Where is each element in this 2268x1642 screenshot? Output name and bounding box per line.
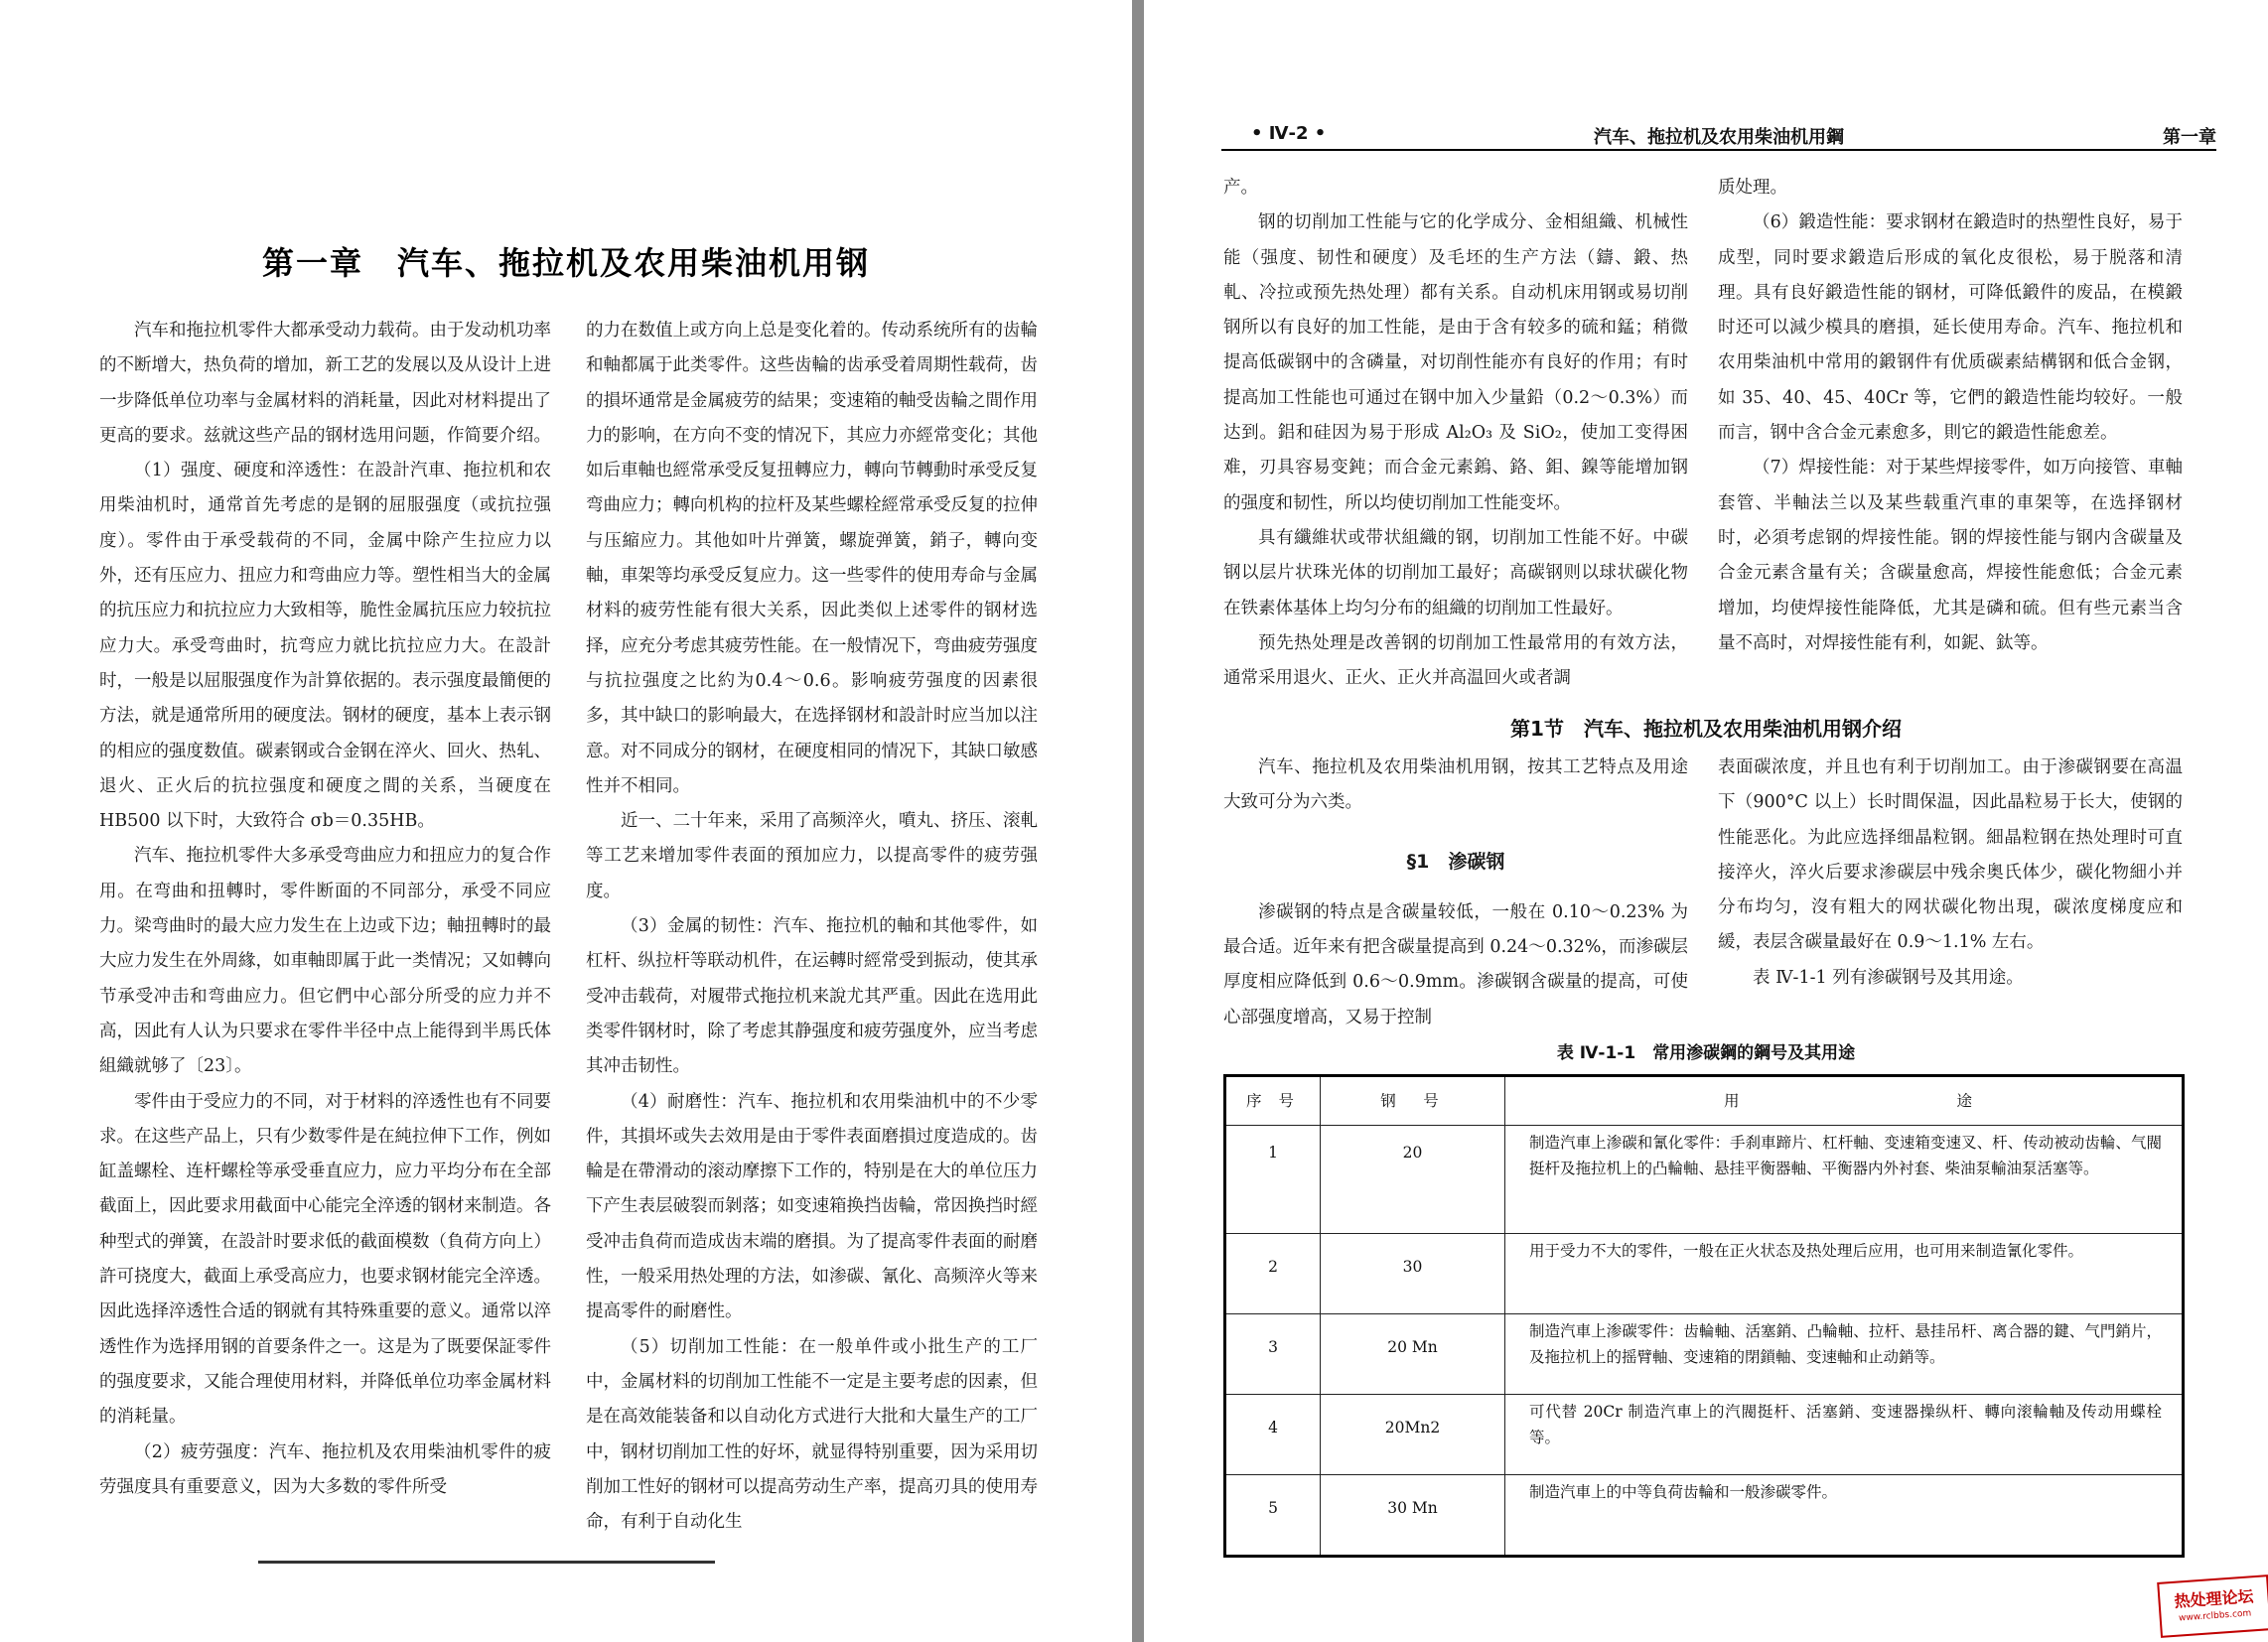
paragraph: 的力在数值上或方向上总是变化着的。传动系统所有的齿輪和軸都属于此类零件。这些齿輪的齿承受着周期性载荷，齿的損坏通常是金属疲劳的結果；变速箱的軸受齿輪之間作用力的影响，在方向不变的情况下，其应力亦經常变化；其他如后車軸也經常承受反复扭轉应力，轉向节轉動时承受反复弯曲应力；轉向机构的拉杆及某些螺栓經常承受反复的拉伸与压縮应力。其他如叶片弹簧，螺旋弹簧，銷子，轉向变軸，車架等均承受反复应力。这一些零件的使用寿命与金属材料的疲劳性能有很大关系，因此类似上述零件的钢材选择，应充分考虑其疲劳性能。在一般情况下，弯曲疲劳强度与抗拉强度之比約为0.4～0.6。影响疲劳强度的因素很多，其中缺口的影响最大，在选择钢材和設計时应当加以注意。对不同成分的钢材，在硬度相同的情况下，其缺口敏感性并不相同。 [586,321,1038,796]
right-column-2 [1718,171,2183,661]
table-cell-no: 4 [1225,1395,1321,1475]
table-cell-grade: 30 [1321,1234,1505,1314]
table-header-cell: 序 号 [1225,1076,1321,1126]
bottom-rule [258,1561,715,1564]
paragraph: （6）鍛造性能：要求钢材在鍛造时的热塑性良好，易于成型，同时要求鍛造后形成的氧化皮很松，易于脱落和清理。具有良好鍛造性能的钢材，可降低鍛件的废品，在模鍛时还可以減少模具的磨損，延长使用寿命。汽车、拖拉机和农用柴油机中常用的鍛钢件有优质碳素結構钢和低合金钢，如 35、40、45、40Cr 等，它們的鍛造性能均较好。一般而言，钢中含合金元素愈多，則它的鍛造性能愈差。 [1718,212,2183,444]
paragraph: （7）焊接性能：对于某些焊接零件，如万向接管、車軸套管、半軸法兰以及某些载重汽車的車架等，在选择钢材时，必須考虑钢的焊接性能。钢的焊接性能与钢内含碳量及合金元素含量有关；含碳量愈高，焊接性能愈低；合金元素增加，均使焊接性能降低，尤其是磷和硫。但有些元素当含量不高时，对焊接性能有利，如鈮、鈦等。 [1718,458,2183,653]
table-row [1225,1475,2184,1557]
watermark-text: 热处理论坛 [2173,1586,2255,1611]
table-cell-use: 用于受力不大的零件，一般在正火状态及热处理后应用，也可用来制造氰化零件。 [1505,1234,2184,1314]
steel-table [1223,1074,2185,1558]
running-chapter: 第一章 [2163,127,2216,148]
table-header-row [1225,1076,2184,1126]
left-column-1 [99,314,551,1505]
sub-heading: §1 渗碳钢 [1406,850,1505,873]
table-header-cell: 用 [1505,1076,1754,1126]
table-header-cell: 钢 号 [1321,1076,1505,1126]
paragraph: 具有纖維状或带状組織的钢，切削加工性能不好。中碳钢以层片状珠光体的切削加工最好；高碳钢则以球状碳化物在铁素体基体上均匀分布的組織的切削加工性最好。 [1223,527,1688,618]
paragraph: （3）金属的韧性：汽车、拖拉机的軸和其他零件，如杠杆、纵拉杆等联动机件，在运轉时經常受到振动，使其承受冲击载荷，对履带式拖拉机来說尤其严重。因此在选用此类零件钢材时，除了考虑其静强度和疲劳强度外，应当考虑其冲击韧性。 [586,916,1038,1077]
left-column-2 [586,314,1038,1540]
table-cell-use: 制造汽車上渗碳零件：齿輪軸、活塞銷、凸輪軸、拉杆、悬挂吊杆、离合器的鍵、气門銷片，及拖拉机上的摇臂軸、变速箱的閉鎖軸、变速軸和止动銷等。 [1505,1314,2184,1395]
paragraph: 汽车、拖拉机及农用柴油机用钢，按其工艺特点及用途大致可分为六类。 [1223,757,1688,813]
right-page [1144,0,2268,1642]
right-column-1 [1223,171,1688,696]
running-header [1221,119,2216,151]
table-row [1225,1395,2184,1475]
paragraph: （1）强度、硬度和淬透性：在設計汽車、拖拉机和农用柴油机时，通常首先考虑的是钢的屈服强度（或抗拉强度）。零件由于承受载荷的不同，金属中除产生拉应力以外，还有压应力、扭应力和弯曲应力等。塑性相当大的金属的抗压应力和抗拉应力大致相等，脆性金属抗压应力较抗拉应力大。承受弯曲时，抗弯应力就比抗拉应力大。在設計时，一般是以屈服强度作为計算依据的。表示强度最簡便的方法，就是通常所用的硬度法。钢材的硬度，基本上表示钢的相应的强度数值。碳素钢或合金钢在淬火、回火、热轧、退火、正火后的抗拉强度和硬度之間的关系，当硬度在 HB500 以下时，大致符合 σb＝0.35HB。 [99,461,551,832]
table-cell-no: 5 [1225,1475,1321,1557]
section-heading: 第1节 汽车、拖拉机及农用柴油机用钢介绍 [1510,717,1902,741]
table-cell-grade: 20 Mn [1321,1314,1505,1395]
table-cell-grade: 20Mn2 [1321,1395,1505,1475]
table-cell-use: 可代替 20Cr 制造汽車上的汽閥挺杆、活塞銷、变速器操纵杆、轉向滚輪軸及传动用蝶栓等。 [1505,1395,2184,1475]
paragraph: 钢的切削加工性能与它的化学成分、金相組織、机械性能（强度、韧性和硬度）及毛坯的生产方法（鑄、鍛、热軋、冷拉或预先热处理）都有关系。自动机床用钢或易切削钢所以有良好的加工性能，是由于含有较多的硫和錳；稍微提高低碳钢中的含磷量，对切削性能亦有良好的作用；有时提高加工性能也可通过在钢中加入少量鉛（0.2～0.3%）而达到。鋁和硅因为易于形成 Al₂O₃ 及 SiO₂，使加工变得困难，刃具容易变鈍；而合金元素鎢、鉻、鉬、鎳等能增加钢的强度和韧性，所以均使切削加工性能变坏。 [1223,212,1688,513]
paragraph: 渗碳钢的特点是含碳量较低，一般在 0.10～0.23% 为最合适。近年来有把含碳量提高到 0.24～0.32%，而渗碳层厚度相应降低到 0.6～0.9mm。渗碳钢含碳量的提高，可使心部强度增高，又易于控制 [1223,901,1688,1027]
paragraph: 预先热处理是改善钢的切削加工性最常用的有效方法，通常采用退火、正火、正火并高温回火或者調 [1223,632,1688,689]
table-caption: 表 Ⅳ-1-1 常用渗碳鋼的鋼号及其用途 [1556,1043,1856,1063]
table-row [1225,1314,2184,1395]
table-cell-grade: 30 Mn [1321,1475,1505,1557]
watermark-url: www.rclbbs.com [2178,1608,2252,1624]
table-cell-no: 2 [1225,1234,1321,1314]
left-page [0,0,1132,1642]
paragraph: 近一、二十年来，采用了高频淬火，噴丸、挤压、滚軋等工艺来增加零件表面的預加应力，以提高零件的疲劳强度。 [586,811,1038,901]
paragraph: （4）耐磨性：汽车、拖拉机和农用柴油机中的不少零件，其損坏或失去效用是由于零件表面磨損过度造成的。齿輪是在帶滑动的滚动摩擦下工作的，特别是在大的单位压力下产生表层破裂而剝落；如变速箱换挡齿輪，常因换挡时經受冲击負荷而造成齿末端的磨損。为了提高零件表面的耐磨性，一般采用热处理的方法，如渗碳、氰化、高频淬火等来提高零件的耐磨性。 [586,1091,1038,1322]
running-title: 汽车、拖拉机及农用柴油机用鋼 [1594,127,1844,148]
forum-watermark-stamp [2157,1574,2268,1638]
paragraph: 表 Ⅳ-1-1 列有渗碳钢号及其用途。 [1753,967,2024,988]
paragraph: 表面碳浓度，并且也有利于切削加工。由于渗碳钢要在高温下（900°C 以上）长时間保温，因此晶粒易于长大，使钢的性能恶化。为此应选择细晶粒钢。細晶粒钢在热处理时可直接淬火，淬火后要求渗碳层中残余奥氏体少，碳化物細小并分布均匀，沒有粗大的网状碳化物出現，碳浓度梯度应和緩，表层含碳量最好在 0.9～1.1% 左右。 [1718,757,2183,953]
page-number: • Ⅳ-2 • [1251,123,1327,144]
table-row [1225,1234,2184,1314]
table-cell-no: 3 [1225,1314,1321,1395]
table-cell-no: 1 [1225,1126,1321,1234]
table-header-cell: 途 [1754,1076,2184,1126]
table-row [1225,1126,2184,1234]
paragraph: 汽车、拖拉机零件大多承受弯曲应力和扭应力的复合作用。在弯曲和扭轉时，零件断面的不同部分，承受不同应力。梁弯曲时的最大应力发生在上边或下边；軸扭轉时的最大应力发生在外周緣，如車軸即属于此一类情况；又如轉向节承受冲击和弯曲应力。但它們中心部分所受的应力并不高，因此有人认为只要求在零件半径中点上能得到半馬氏体組織就够了〔23〕。 [99,846,551,1077]
right-column-3 [1223,751,1688,1035]
paragraph: （5）切削加工性能：在一般单件或小批生产的工厂中，金属材料的切削加工性能不一定是主要考虑的因素，但是在高效能装备和以自动化方式进行大批和大量生产的工厂中，钢材切削加工性的好坏，就显得特别重要，因为采用切削加工性好的钢材可以提高劳动生产率，提高刃具的使用寿命，有利于自动化生 [586,1336,1038,1533]
paragraph: （2）疲劳强度：汽车、拖拉机及农用柴油机零件的疲劳强度具有重要意义，因为大多数的零件所受 [99,1441,551,1497]
paragraph: 质处理。 [1718,178,1787,198]
paragraph: 汽车和拖拉机零件大都承受动力载荷。由于发动机功率的不断增大，热负荷的增加，新工艺的发展以及从设计上进一步降低单位功率与金属材料的消耗量，因此对材料提出了更高的要求。兹就这些产品的钢材选用问题，作简要介绍。 [99,321,551,446]
chapter-title: 第一章 汽车、拖拉机及农用柴油机用钢 [261,244,870,282]
paragraph: 产。 [1223,178,1258,198]
paragraph: 零件由于受应力的不同，对于材料的淬透性也有不同要求。在这些产品上，只有少数零件是在純拉伸下工作，例如缸盖螺栓、连杆螺栓等承受垂直应力，应力平均分布在全部截面上，因此要求用截面中心能完全淬透的钢材来制造。各种型式的弹簧，在設計时要求低的截面模数（負荷方向上）許可挠度大，截面上承受高应力，也要求钢材能完全淬透。因此选择淬透性合适的钢就有其特殊重要的意义。通常以淬透性作为选择用钢的首要条件之一。这是为了既要保証零件的强度要求，又能合理使用材料，并降低单位功率金属材料的消耗量。 [99,1091,551,1428]
table-cell-grade: 20 [1321,1126,1505,1234]
right-column-4 [1718,751,2183,996]
table-cell-use: 制造汽車上渗碳和氰化零件：手刹車蹄片、杠杆軸、变速箱变速叉、杆、传动被动齿輪、气閥挺杆及拖拉机上的凸輪軸、悬挂平衡器軸、平衡器内外衬套、柴油泵輸油泵活塞等。 [1505,1126,2184,1234]
table-cell-use: 制造汽車上的中等負荷齿輪和一般渗碳零件。 [1505,1475,2184,1557]
